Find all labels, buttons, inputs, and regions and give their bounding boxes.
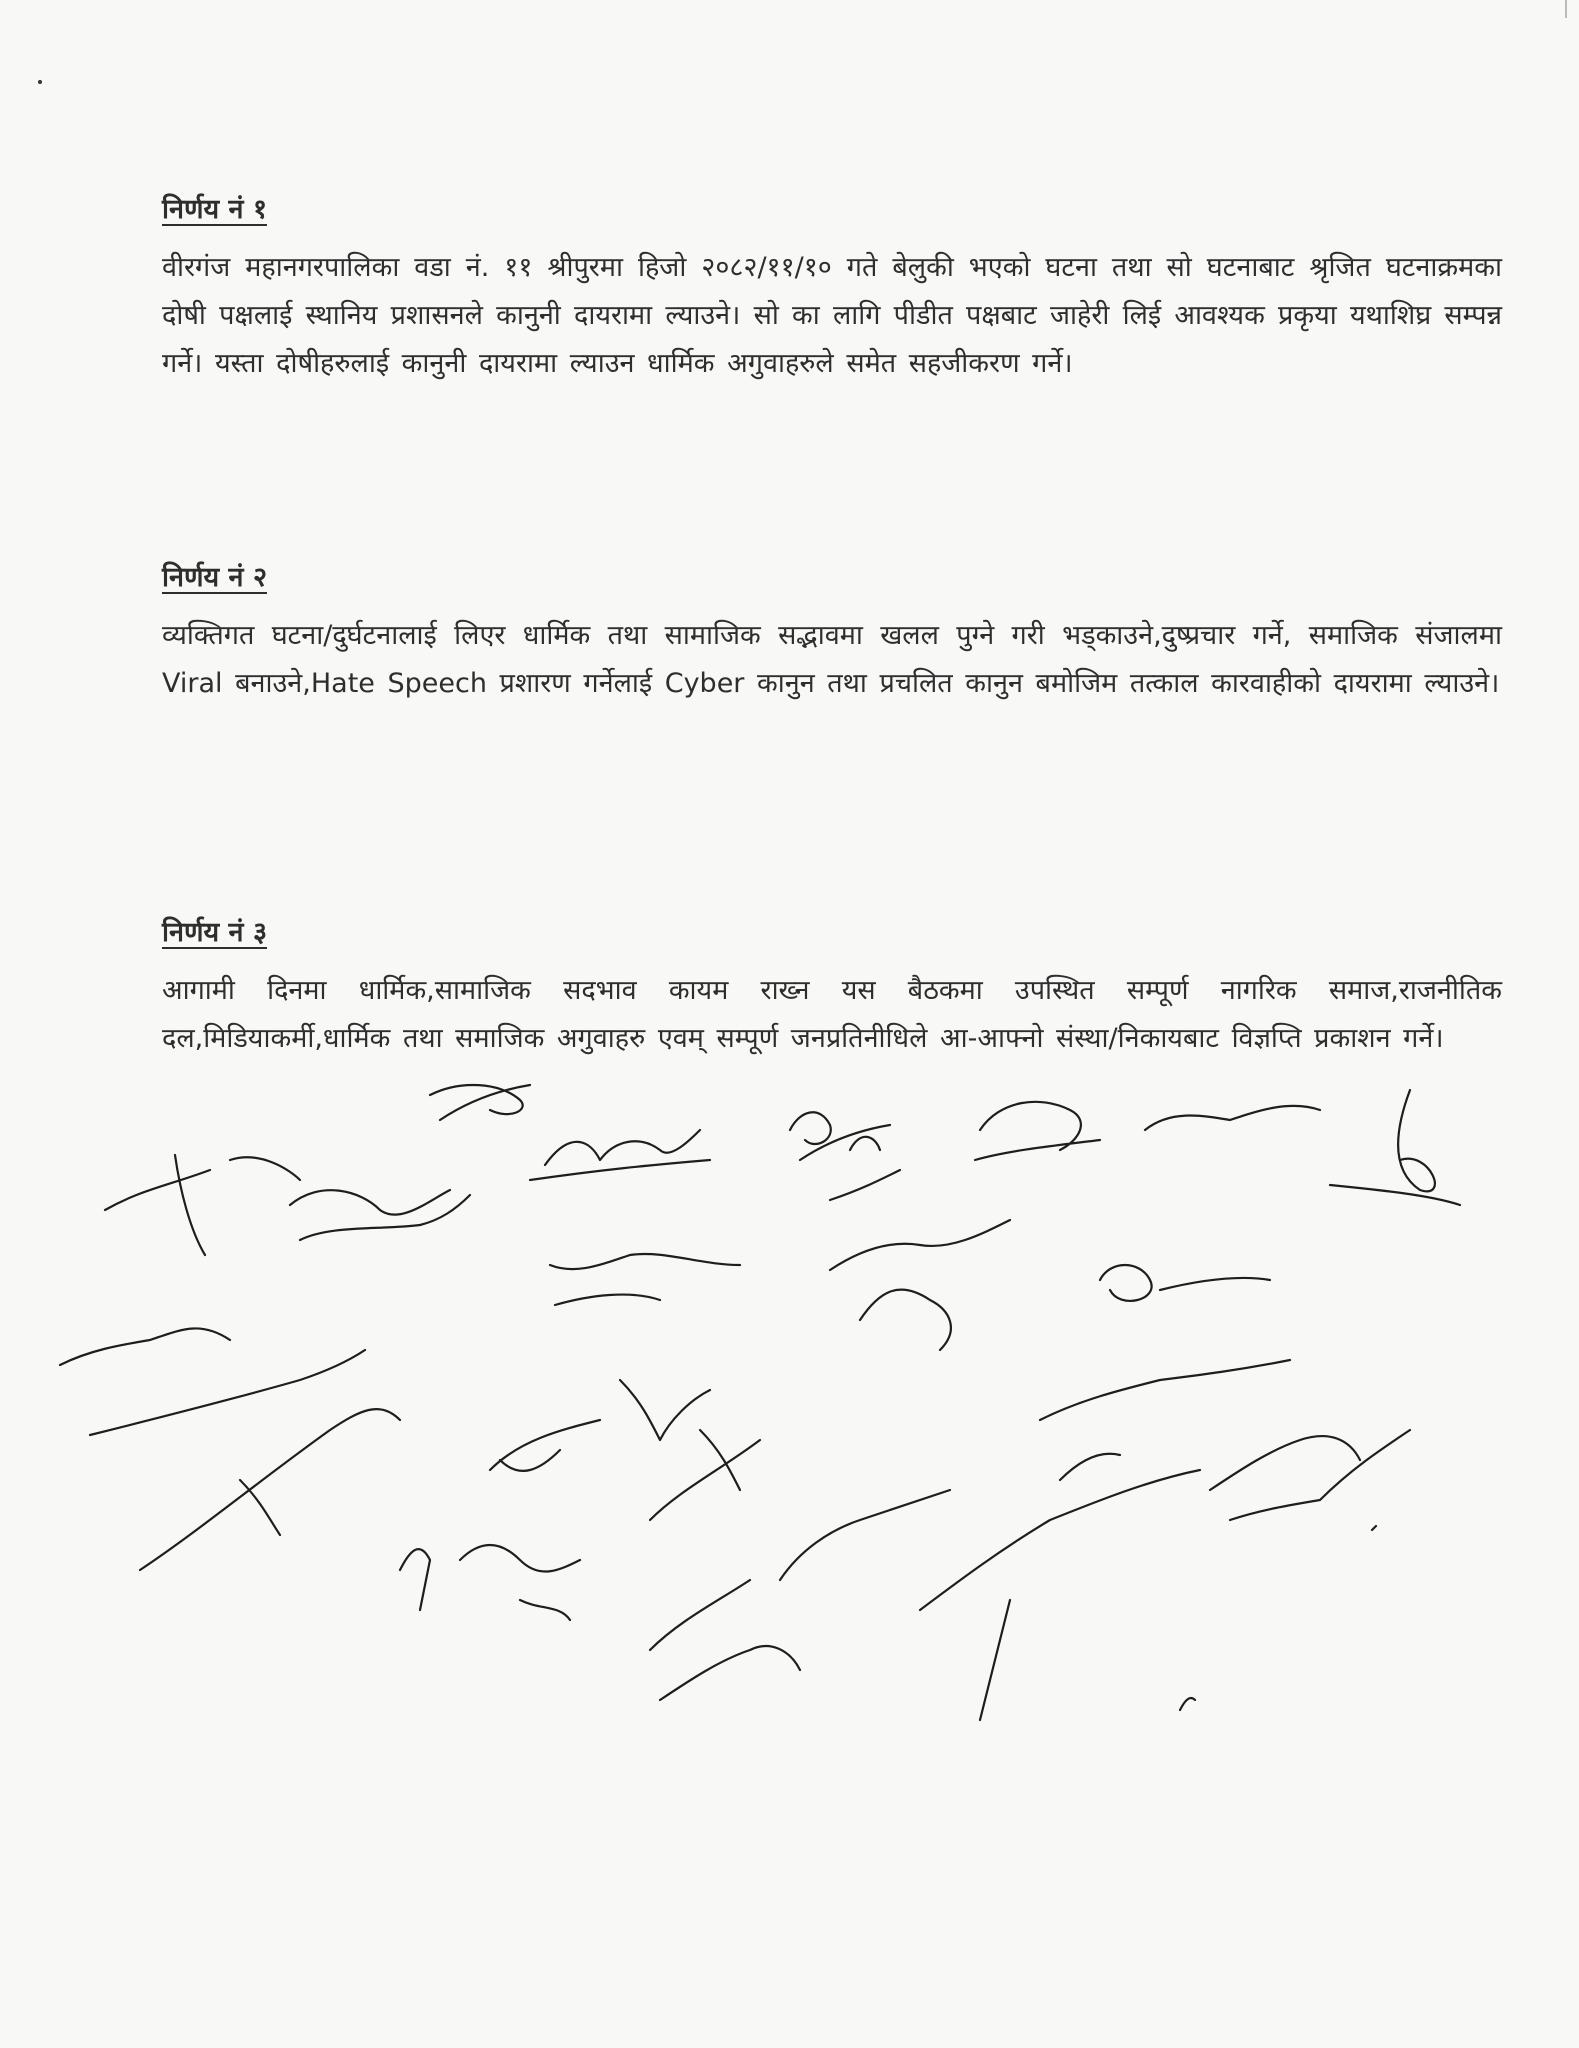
signature-14 (650, 1430, 760, 1520)
decision-body-1: वीरगंज महानगरपालिका वडा नं. ११ श्रीपुरमा हिजो २०८२/११/१० गते बेलुकी भएको घटना तथा सो घटनाबाट श्रृजित घटनाक्रमका दोषी पक्षलाई स्थानिय प्रशासनले कानुनी दायरामा ल्याउने। सो का लागि पीडीत पक्षबाट जाहेरी लिई आवश्यक प्रकृया यथाशिघ्र सम्पन्न गर्ने। यस्ता दोषीहरुलाई कानुनी दायरामा ल्याउन धार्मिक अगुवाहरुले समेत सहजीकरण गर्ने। (162, 252, 1502, 379)
signature-15 (1040, 1360, 1290, 1480)
signature-3 (430, 1085, 530, 1120)
signature-13 (490, 1380, 710, 1471)
signature-17 (400, 1545, 580, 1620)
signature-10 (550, 1254, 740, 1305)
signature-21 (660, 1646, 800, 1700)
decision-title-2: निर्णय नं २ (162, 562, 267, 593)
signature-18 (650, 1490, 950, 1650)
signature-11 (830, 1220, 1010, 1350)
decision-body-3: आगामी दिनमा धार्मिक,सामाजिक सदभाव कायम राख्न यस बैठकमा उपस्थित सम्पूर्ण नागरिक समाज,राजनीतिक दल,मिडियाकर्मी,धार्मिक तथा समाजिक अगुवाहरु एवम् सम्पूर्ण जनप्रतिनीधिले आ-आफ्नो संस्था/निकायबाट विज्ञप्ति प्रकाशन गर्ने। (162, 975, 1502, 1054)
signature-6 (975, 1102, 1100, 1160)
signature-20 (1210, 1430, 1410, 1520)
page-edge-mark (1565, 0, 1579, 18)
decision-section-2 (162, 558, 1502, 708)
signature-2 (290, 1190, 470, 1240)
signature-23 (1180, 1526, 1376, 1710)
decision-section-3 (162, 913, 1502, 1063)
signature-16 (140, 1409, 400, 1570)
signature-7 (1145, 1106, 1320, 1130)
signature-9 (60, 1328, 365, 1435)
signature-4 (530, 1130, 710, 1180)
signature-19 (920, 1470, 1200, 1720)
signature-1 (105, 1155, 300, 1255)
paper-speck (38, 80, 42, 84)
signature-8 (1330, 1090, 1460, 1205)
signature-12 (1100, 1265, 1270, 1301)
decision-body-2: व्यक्तिगत घटना/दुर्घटनालाई लिएर धार्मिक तथा सामाजिक सद्भावमा खलल पुग्ने गरी भड्काउने,दुष्प्रचार गर्ने, समाजिक संजालमा Viral बनाउने,Hate Speech प्रशारण गर्नेलाई Cyber कानुन तथा प्रचलित कानुन बमोजिम तत्काल कारवाहीको दायरामा ल्याउने। (162, 620, 1502, 699)
decision-section-1 (162, 190, 1502, 388)
signature-22 (800, 1125, 900, 1200)
decision-title-3: निर्णय नं ३ (162, 917, 267, 948)
signature-5 (790, 1112, 880, 1150)
decision-title-1: निर्णय नं १ (162, 194, 267, 225)
